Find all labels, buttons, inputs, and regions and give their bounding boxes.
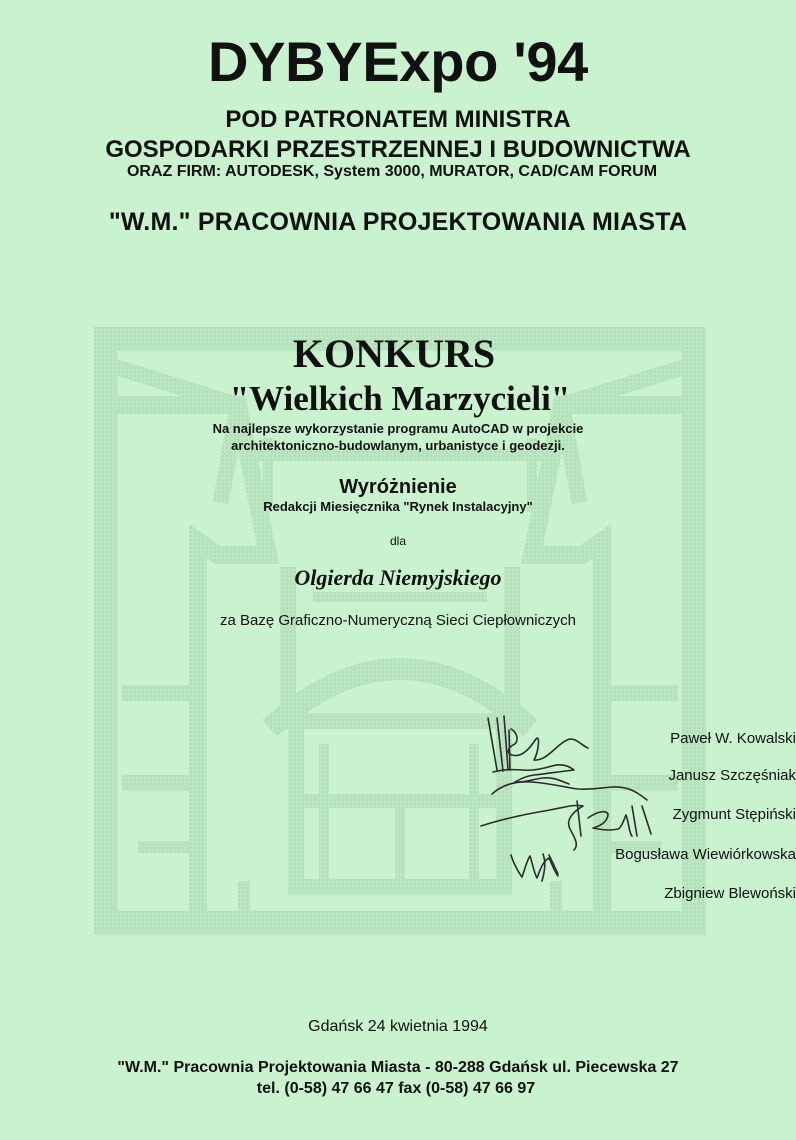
handwritten-signatures bbox=[448, 700, 678, 905]
contest-subtitle: "Wielkich Marzycieli" bbox=[229, 379, 571, 418]
signer-name-4: Bogusława Wiewiórkowska bbox=[615, 846, 796, 863]
contest-description-line-2: architektoniczno-budowlanym, urbanistyce i geodezji. bbox=[231, 438, 565, 453]
exhibition-title: DYBYExpo '94 bbox=[207, 30, 589, 93]
signature-mark-4 bbox=[481, 801, 651, 850]
signer-name-5: Zbigniew Blewoński bbox=[664, 885, 796, 902]
signer-name-1: Paweł W. Kowalski bbox=[670, 730, 796, 747]
footer-address: "W.M." Pracownia Projektowania Miasta - 80-288 Gdańsk ul. Piecewska 27 bbox=[117, 1059, 679, 1076]
signature-mark-2 bbox=[493, 765, 574, 784]
recipient-name: Olgierda Niemyjskiego bbox=[294, 565, 502, 590]
contest-title: KONKURS bbox=[292, 331, 496, 376]
signer-name-2: Janusz Szczęśniak bbox=[668, 767, 796, 784]
signature-mark-6 bbox=[542, 854, 558, 881]
award-from: Redakcji Miesięcznika "Rynek Instalacyjny" bbox=[263, 499, 533, 514]
date-line: Gdańsk 24 kwietnia 1994 bbox=[308, 1018, 488, 1035]
footer-contact: tel. (0-58) 47 66 47 fax (0-58) 47 66 97 bbox=[256, 1080, 536, 1097]
award-title: Wyróżnienie bbox=[339, 476, 457, 498]
contest-description-line-1: Na najlepsze wykorzystanie programu AutoCAD w projekcie bbox=[212, 421, 584, 436]
sponsor-companies: ORAZ FIRM: AUTODESK, System 3000, MURATOR, CAD/CAM FORUM bbox=[126, 163, 658, 180]
for-word: dla bbox=[389, 534, 406, 548]
organizer-name: "W.M." PRACOWNIA PROJEKTOWANIA MIASTA bbox=[108, 208, 688, 236]
patron-line-2: GOSPODARKI PRZESTRZENNEJ I BUDOWNICTWA bbox=[105, 136, 691, 163]
award-reason: za Bazę Graficzno-Numeryczną Sieci Ciepłowniczych bbox=[220, 612, 576, 629]
signer-name-3: Zygmunt Stępiński bbox=[672, 806, 796, 823]
signature-mark-1 bbox=[488, 716, 588, 771]
patron-line-1: POD PATRONATEM MINISTRA bbox=[225, 106, 571, 133]
